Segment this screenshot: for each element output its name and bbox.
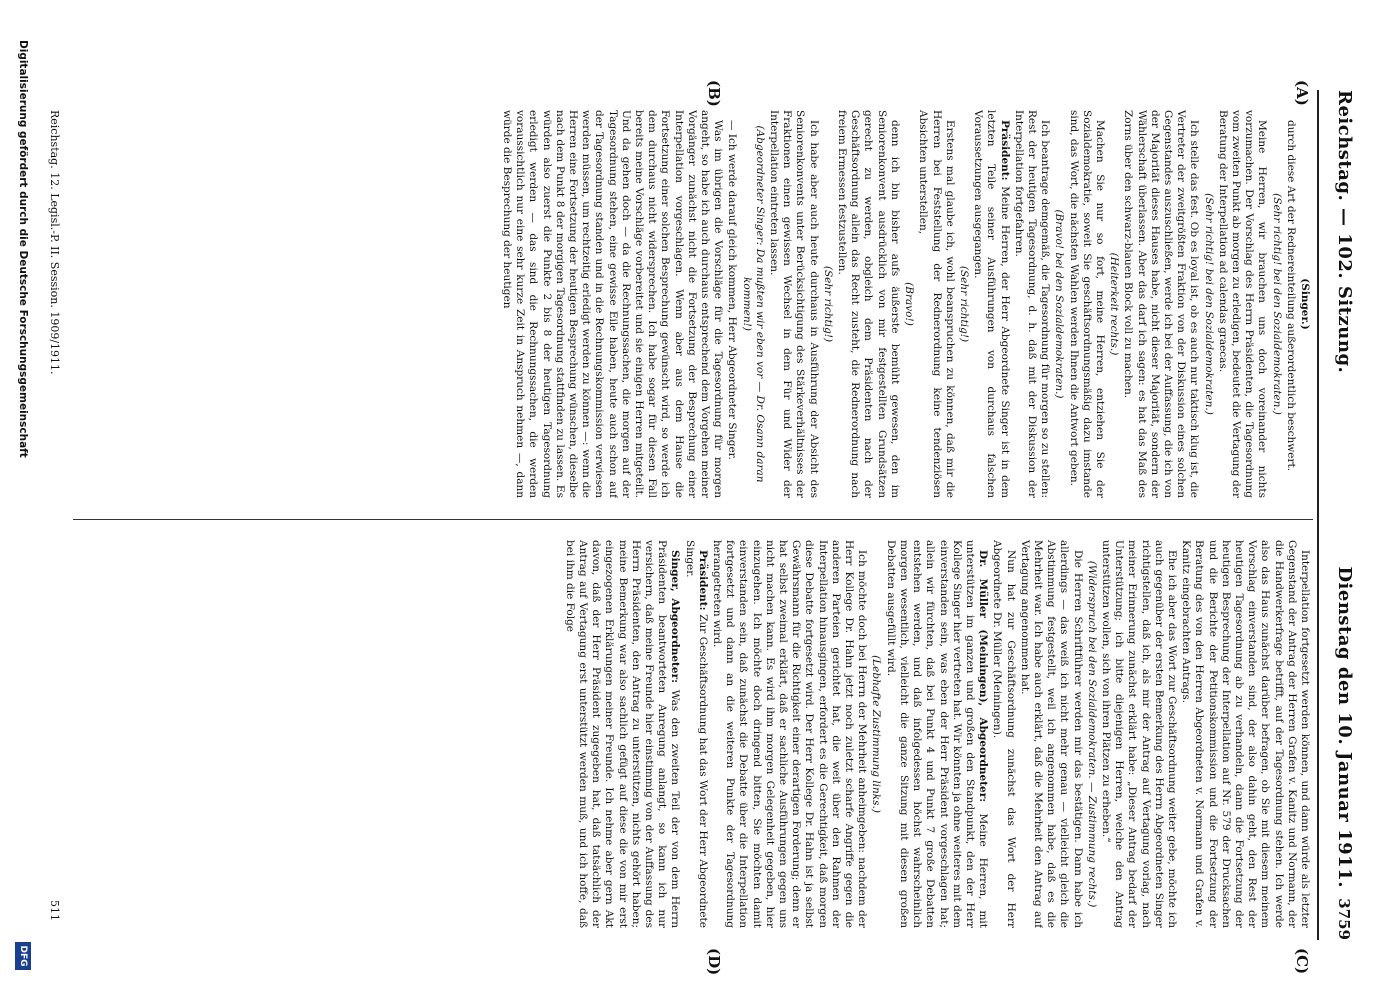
text-column-right	[61, 540, 1311, 928]
paragraph	[710, 540, 868, 928]
paragraph-text: (Singer.)	[1299, 278, 1311, 330]
margin-marker-b: (B)	[705, 80, 723, 107]
footer-session-info: Reichstag. 12. Legisl.-P. II. Session. 1909/1911.	[48, 110, 61, 375]
paragraph	[971, 110, 1011, 498]
paragraph-text: Ich beantrage demgemäß, die Tagesordnung für morgen so zu stellen: Rest der heutigen Tagesordnung, d. h. daß mit der Diskussion der Interpellation fortgefahren.	[1012, 110, 1052, 498]
interjection	[1201, 110, 1214, 498]
paragraph-text: (Widerspruch bei den Sozialdemokraten. — Zustimmung rechts.)	[1085, 560, 1098, 908]
paragraph	[563, 540, 682, 928]
paragraph-text: (Lebhafte Zustimmung links.)	[870, 655, 883, 813]
paragraph-text: Ich möchte doch bei Herrn der Mehrheit anheimgeben: nachdem der Herr Kollege Dr. Hahn jetzt noch zuletzt scharfe Angriffe gegen die anderen Parteien gerichtet hat, die weit über den Rahmen der Interpellation hinausgingen, erfordert es die Gerechtigkeit, daß morgen diese Debatte fortgesetzt wird. Der Herr Kollege Dr. Hahn ist ja selbst Gewährsmann für die Richtigkeit einer derartigen Forderung; denn er hat selbst zweimal erklärt, daß er sachliche Ausführungen gegen uns nicht machen kann. Es wird ihm morgen Gelegenheit gegeben, hier einzugehen. Ich möchte doch dringend bitten, Sie möchten damit einverstanden sein, daß zunächst die Debatte über die Interpellation fortgesetzt und dann an die weiteren Punkte der Tagesordnung herangetreten wird.	[711, 540, 869, 928]
paragraph	[1018, 540, 1084, 928]
paragraph	[767, 110, 820, 498]
paragraph-text: durch diese Art der Rednereinteilung außerordentlich beschwert.	[1284, 120, 1297, 472]
paragraph	[884, 540, 990, 928]
paragraph	[1121, 110, 1200, 498]
paragraph	[1216, 110, 1269, 498]
interjection	[1107, 110, 1120, 498]
dfg-funding-note	[13, 40, 31, 970]
interjection	[869, 540, 882, 928]
paragraph-text: Was den zweiten Teil der von dem Herrn Präsidenten beantworteten Anregung anlangt, so kann ich nur versichern, daß meine Freunde hier einstimmig von der Auffassung des Herrn Präsidenten, den Antrag zu unterstützen, nichts gehört haben; meine Bemerkung war also sachlich gefügt auf diese die von mir erst eingezogenen Erklärungen meiner Freunde. Ich nehme aber gern Akt davon, daß der Herr Präsident zugegeben hat, daß tatsächlich der Antrag auf Vertagung erst unterstützt werden muß, und ich hoffe, daß bei ihm die Folge	[563, 540, 682, 928]
paragraph-text: Nun hat zur Geschäftsordnung zunächst das Wort der Herr Abgeordnete Dr. Müller (Meiningen).	[991, 540, 1017, 928]
paragraph-text: (Abgeordneter Singer: Da mußten wir eben vor — Dr. Osann daran kommen!)	[740, 125, 766, 483]
paragraph	[835, 110, 901, 498]
paragraph-text: Meine Herren, wir brauchen uns doch voreinander nichts vorzumachen. Der Vorschlag des Herrn Präsidenten, die Tagesordnung vom zweiten Punkt ab morgen zu erledigen, bedeutet die Vertagung der Beratung der Interpellation ad calendas graecas.	[1216, 110, 1269, 498]
column-divider	[73, 519, 1313, 520]
speaker-name: Präsident:	[696, 550, 709, 615]
header-title-right: Dienstag den 10. Januar 1911.	[1334, 566, 1355, 888]
paragraph-text: Die Herren Schriftführer werden mir das bestätigen. Dann habe ich allerdings — das weiß ich nicht mehr genau — vielleicht gleich die Abstimmung festgestellt, weil ich angenommen habe, daß es die Mehrheit war. Ich habe auch erklärt, daß die Mehrheit den Antrag auf Vertagung angenommen hat.	[1018, 540, 1084, 928]
header-rule	[1317, 90, 1319, 940]
paragraph-text: Zur Geschäftsordnung hat das Wort der Herr Abgeordnete Singer.	[683, 540, 709, 928]
dfg-logo: DFG	[15, 942, 31, 970]
paragraph-text: (Bravo! bei den Sozialdemokraten.)	[1053, 209, 1066, 399]
paragraph-text: (Sehr richtig! bei den Sozialdemokraten.)	[1202, 193, 1215, 415]
interjection	[902, 110, 915, 498]
paragraph-text: (Sehr richtig! bei den Sozialdemokraten.)	[1270, 193, 1283, 415]
paragraph-text: (Heiterkeit rechts.)	[1108, 252, 1121, 356]
speaker-name: Dr. Müller (Meiningen), Abgeordneter:	[977, 550, 990, 814]
dfg-funding-text: Digitalisierung gefördert durch die Deutsche Forschungsgemeinschaft	[17, 40, 29, 458]
paragraph	[990, 540, 1016, 928]
interjection	[1052, 110, 1065, 498]
interjection	[1085, 540, 1098, 928]
paragraph-text: (Sehr richtig!)	[957, 265, 970, 343]
paragraph	[1179, 540, 1311, 928]
paragraph-text: Meine Herren, mit unterstützen im ganzen und großen den Standpunkt, den der Herr Kollege Singer hier vertreten hat. Wir könnten ja ohne weiteres mit dem einverstanden sein, was eben der Herr Präsident vorgeschlagen hat; allein wir fürchten, daß bei Punkt 4 und Punkt 7 große Debatten entstehen werden, und daß infolgedessen höchst wahrscheinlich morgen wesentlich, vielleicht die ganze Sitzung mit diesen großen Debatten ausgefüllt wird.	[884, 540, 990, 928]
paragraph-text: Meine Herren, der Herr Abgeordnete Singer ist in dem letzten Teile seiner Ausführungen von durchaus falschen Voraussetzungen ausgegangen.	[972, 110, 1011, 498]
interjection	[821, 110, 834, 498]
margin-marker-d: (D)	[705, 948, 723, 976]
paragraph-text: Ich stelle das fest. Ob es loyal ist, ob es auch nur taktisch klug ist, die Vertreter der zweitgrößten Fraktion von der Diskussion eines solchen Gegenstandes auszuschließen, werde ich bei der Auffassung, die ich von der Majorität dieses Hauses habe, nicht dieser Majorität, sondern der Wählerschaft überlassen. Aber das darf ich sagen: es hat das Maß des Zorns über den schwarz-blauen Block voll zu machen.	[1122, 110, 1201, 498]
paragraph-text: Machen Sie nur so fort, meine Herren, entziehen Sie der Sozialdemokratie, soweit Sie geschäftsordnungsmäßig dazu imstande sind, das Wort, die nächsten Wahlen werden Ihnen die Antwort geben.	[1067, 110, 1106, 498]
paragraph-text: denn ich bin bisher aufs äußerste bemüht gewesen, den im Seniorenkonvent ausdrücklich von mir festgestellten Grundsätzen gerecht zu werden, obgleich dem Präsidenten nach der Geschäftsordnung allein das Recht zusteht, die Rednerordnung nach freiem Ermessen festzustellen.	[836, 110, 901, 498]
interjection	[739, 110, 765, 498]
interjection	[957, 110, 970, 498]
paragraph	[1012, 110, 1052, 498]
text-column-left	[61, 110, 1311, 498]
speaker-name: Singer, Abgeordneter:	[669, 550, 682, 690]
paragraph	[1066, 110, 1106, 498]
margin-marker-a: (A)	[1293, 80, 1311, 106]
paragraph	[1284, 110, 1297, 498]
page-number: 3759	[1335, 898, 1353, 940]
speaker-heading	[1298, 110, 1311, 498]
footer-signature-number: 511	[48, 900, 61, 921]
header-title-left: Reichstag. — 102. Sitzung.	[1334, 90, 1355, 374]
margin-marker-c: (C)	[1293, 948, 1311, 975]
paragraph	[682, 540, 708, 928]
paragraph-text: (Sehr richtig!)	[821, 265, 834, 343]
paragraph-text: — Ich werde darauf gleich kommen, Herr Abgeordneter Singer.	[726, 120, 739, 460]
paragraph-text: Interpellation fortgesetzt werden können, und dann würde als letzter Gegenstand der Antrag der Herren Grafen v. Kanitz und Normann, der die Handwerkerfrage betrifft, auf der Tagesordnung stehen. Ich werde also das Haus zunächst darüber befragen, ob Sie mit diesem meinem Vorschlag einverstanden sind, der also dahin geht, den Rest der heutigen Tagesordnung ab zu verhandeln, dann die Fortsetzung der heutigen Besprechung der Interpellation auf Nr. 579 der Drucksachen und die Berichte der Petitionskommission und die Fortsetzung der Beratung des von den Herren Abgeordneten v. Normann und Grafen v. Kanitz eingebrachten Antrags.	[1180, 540, 1311, 928]
paragraph-text: Erstens mal glaube ich, wohl beanspruchen zu können, daß mir die Herren bei Feststellung der Rednerordnung keine tendenziösen Absichten unterstellen,	[917, 110, 956, 498]
speaker-name: Präsident:	[998, 120, 1011, 187]
paragraph-text: Ehe ich aber das Wort zur Geschäftsordnung weiter gebe, möchte ich auch gegenüber der ersten Bemerkung des Herrn Abgeordneten Singer richtigstellen, daß ich, als mir der Antrag auf Vertagung vorlag, nach meiner Erinnerung zunächst erklärt habe: „Dieser Antrag bedarf der Unterstützung; ich bitte diejenigen Herren, welche den Antrag unterstützen wollen, sich von ihren Plätzen zu erheben.“	[1099, 540, 1178, 928]
paragraph	[725, 110, 738, 498]
paragraph-text: Was im übrigen die Vorschläge für die Tagesordnung für morgen angeht, so habe ich auch durchaus entsprechend dem Vorgehen meiner Vorgänger zunächst nicht die Fortsetzung der Besprechung einer Interpellation vorgeschlagen. Wenn aber aus dem Hause die Fortsetzung einer solchen Besprechung gewünscht wird, so werde ich dem durchaus nicht widersprechen. Ich habe sogar für diesen Fall bereits meine Vorschläge vorbereitet und sie einigen Herren mitgeteilt. Und da gehen doch — da die Rechnungssachen, die morgen auf der Tagesordnung stehen, eine gewisse Eile haben, heute auch schon auf der Tagesordnung standen und in die Rechnungskommission verwiesen werden müssen, um rechtzeitig erledigt werden zu können —: wenn die Herren eine Fortsetzung der heutigen Besprechung wünschen, dieselbe nach dem Punkt 8 der morgigen Tagesordnung stattfinden zu lassen. Es würden also zuerst die Punkte 2 bis 8 der heutigen Tagesordnung erledigt werden — das sind die Rechnungssachen, die werden voraussichtlich nur eine sehr kurze Zeit in Anspruch nehmen —, dann würde die Besprechung der heutigen	[501, 110, 725, 498]
paragraph-text: Ich habe aber auch heute durchaus in Ausführung der Absicht des Seniorenkonvents unter Berücksichtigung des Stärkeverhältnisses der Fraktionen einen gewissen Wechsel in dem Für und Wider der Interpellation eintreten lassen.	[768, 110, 820, 498]
paragraph	[1099, 540, 1178, 928]
paragraph-text: (Bravo!)	[903, 282, 916, 326]
paragraph	[916, 110, 956, 498]
paragraph	[500, 110, 724, 498]
interjection	[1269, 110, 1282, 498]
